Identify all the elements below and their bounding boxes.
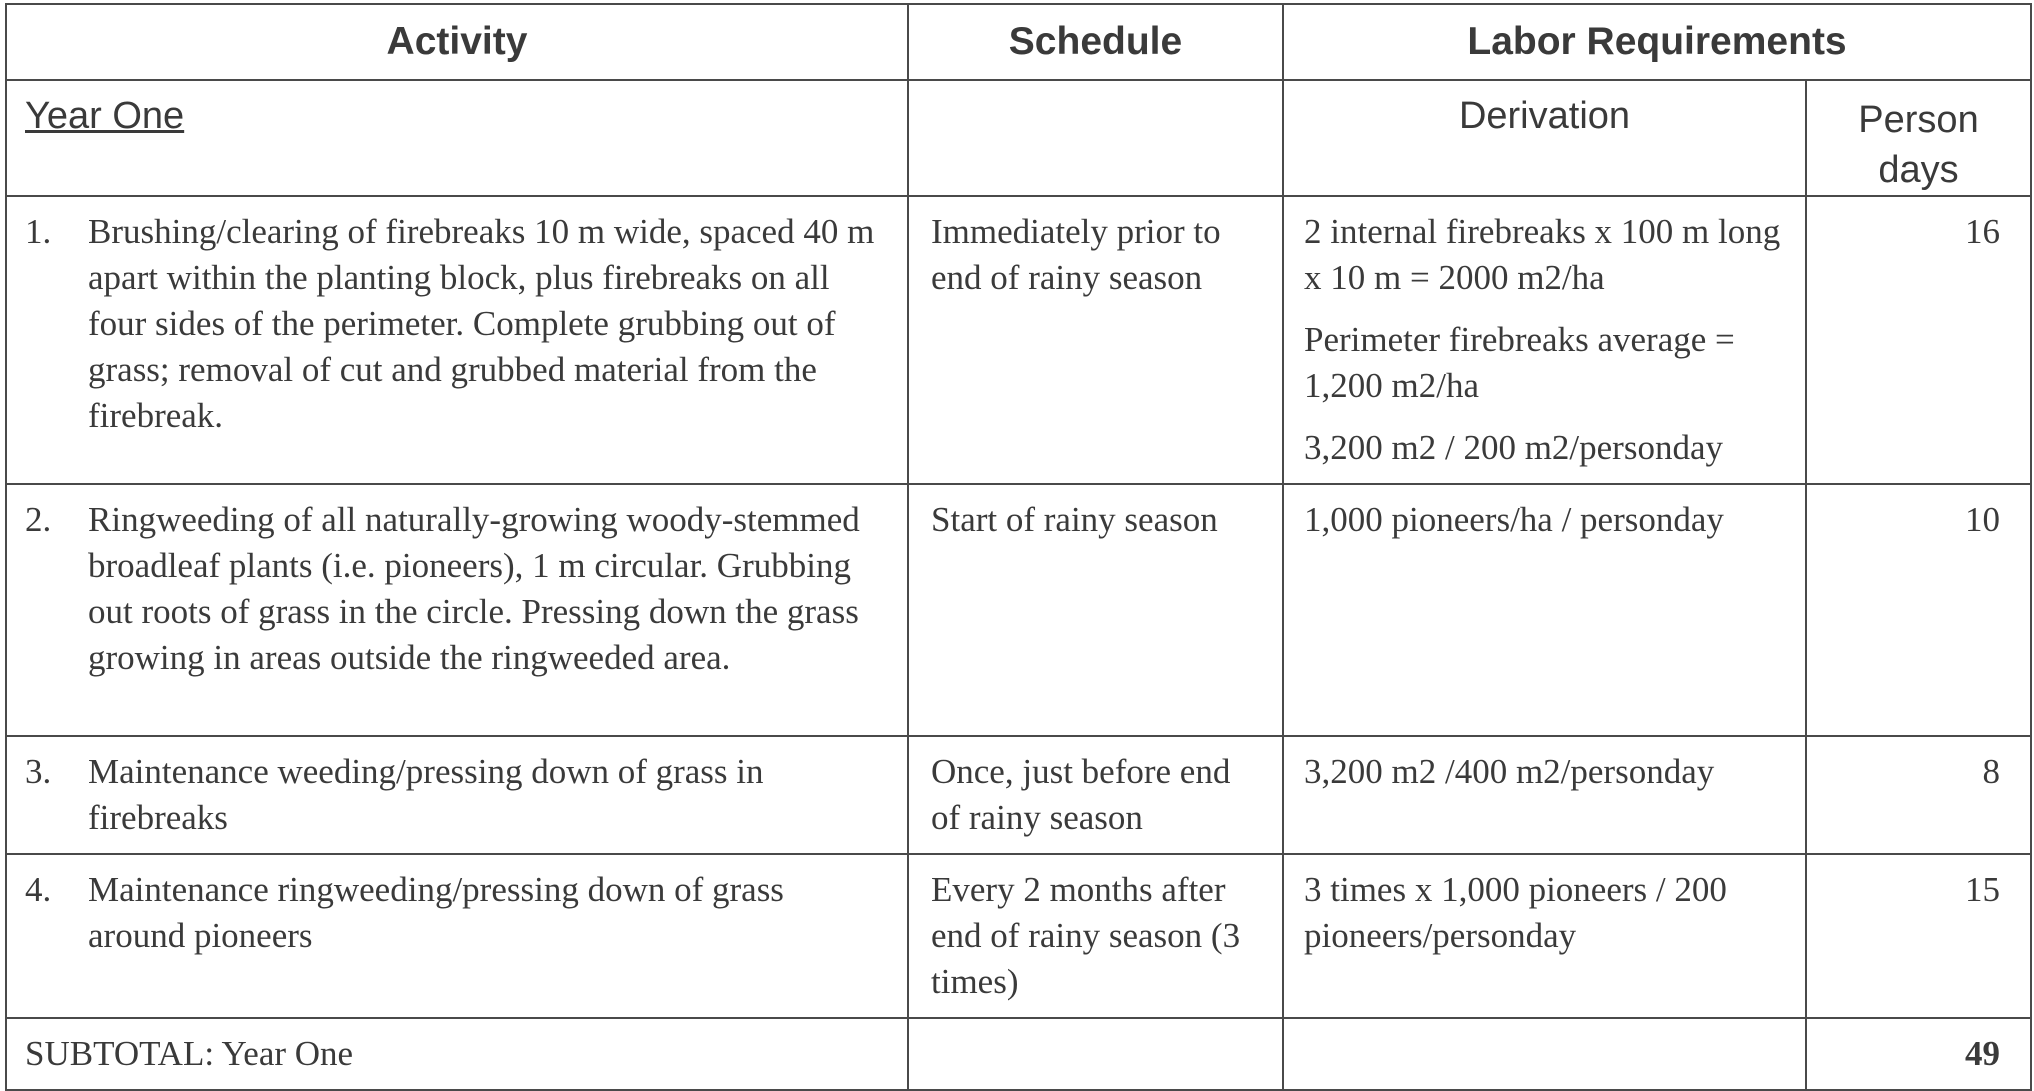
- subtotal-row: [6, 1018, 2031, 1090]
- header-labor-requirements: Labor Requirements: [1283, 4, 2031, 80]
- person-days-cell: [1806, 854, 2031, 1018]
- subtotal-label: SUBTOTAL: Year One: [25, 1034, 354, 1073]
- derivation-cell: [1283, 196, 1806, 484]
- derivation-line: 2 internal firebreaks x 100 m long x 10 m = 2000 m2/ha: [1304, 212, 1781, 297]
- subtotal-days-value: 49: [1965, 1034, 2000, 1073]
- person-days-value: 16: [1965, 212, 2000, 251]
- person-days-cell: [1806, 484, 2031, 736]
- person-days-value: 10: [1965, 500, 2000, 539]
- activity-text: Maintenance ringweeding/pressing down of grass around pioneers: [88, 870, 784, 955]
- row-number: 2.: [25, 500, 52, 539]
- schedule-text: Once, just before end of rainy season: [931, 752, 1231, 837]
- person-days-value: 8: [1982, 752, 2000, 791]
- activity-text: Maintenance weeding/pressing down of grass in firebreaks: [88, 752, 764, 837]
- activity-text: Brushing/clearing of firebreaks 10 m wide, spaced 40 m apart within the planting block, plus firebreaks on all four sides of the perimeter. Complete grubbing out of grass; removal of cut and grubbed material from the firebreak.: [88, 212, 875, 435]
- person-days-header: [1807, 81, 2030, 195]
- labor-requirements-table: [5, 3, 2032, 1091]
- row-number: 1.: [25, 212, 52, 251]
- activity-cell: [6, 854, 908, 1018]
- subtotal-schedule-empty: [908, 1018, 1283, 1090]
- derivation-line: Perimeter firebreaks average = 1,200 m2/ha: [1304, 320, 1735, 405]
- schedule-text: Immediately prior to end of rainy season: [931, 212, 1221, 297]
- table-row: [6, 196, 2031, 484]
- derivation-header: Derivation: [1458, 95, 1631, 137]
- header-schedule: Schedule: [908, 4, 1283, 80]
- derivation-line: 3,200 m2 / 200 m2/personday: [1304, 428, 1723, 467]
- table-row: [6, 736, 2031, 854]
- subheader-schedule-empty: [908, 80, 1283, 196]
- person-days-value: 15: [1965, 870, 2000, 909]
- activity-cell: [6, 484, 908, 736]
- subheader-row: [6, 80, 2031, 196]
- table-row: [6, 854, 2031, 1018]
- derivation-header-cell: [1283, 80, 1806, 196]
- person-days-cell: [1806, 196, 2031, 484]
- activity-cell: [6, 736, 908, 854]
- schedule-cell: [908, 736, 1283, 854]
- subtotal-label-cell: [6, 1018, 908, 1090]
- schedule-cell: [908, 484, 1283, 736]
- activity-cell: [6, 196, 908, 484]
- schedule-text: Every 2 months after end of rainy season (3 times): [931, 870, 1241, 1001]
- derivation-cell: [1283, 736, 1806, 854]
- schedule-cell: [908, 854, 1283, 1018]
- person-days-line2: days: [1878, 149, 1959, 191]
- subtotal-days-cell: [1806, 1018, 2031, 1090]
- derivation-cell: [1283, 484, 1806, 736]
- schedule-cell: [908, 196, 1283, 484]
- derivation-cell: [1283, 854, 1806, 1018]
- schedule-text: Start of rainy season: [931, 500, 1218, 539]
- header-activity: Activity: [6, 4, 908, 80]
- table-row: [6, 484, 2031, 736]
- header-row: [6, 4, 2031, 80]
- person-days-header-cell: [1806, 80, 2031, 196]
- year-one-cell: [6, 80, 908, 196]
- year-one-label: Year One: [25, 95, 185, 137]
- derivation-line: 3 times x 1,000 pioneers / 200 pioneers/personday: [1304, 870, 1727, 955]
- person-days-cell: [1806, 736, 2031, 854]
- derivation-line: 3,200 m2 /400 m2/personday: [1304, 752, 1715, 791]
- person-days-line1: Person: [1858, 99, 1979, 141]
- activity-text: Ringweeding of all naturally-growing woody-stemmed broadleaf plants (i.e. pioneers), 1 m circular. Grubbing out roots of grass in the circle. Pressing down the grass growing in areas outside the ringweeded area.: [88, 500, 860, 677]
- subtotal-derivation-empty: [1283, 1018, 1806, 1090]
- row-number: 4.: [25, 870, 52, 909]
- row-number: 3.: [25, 752, 52, 791]
- derivation-line: 1,000 pioneers/ha / personday: [1304, 500, 1724, 539]
